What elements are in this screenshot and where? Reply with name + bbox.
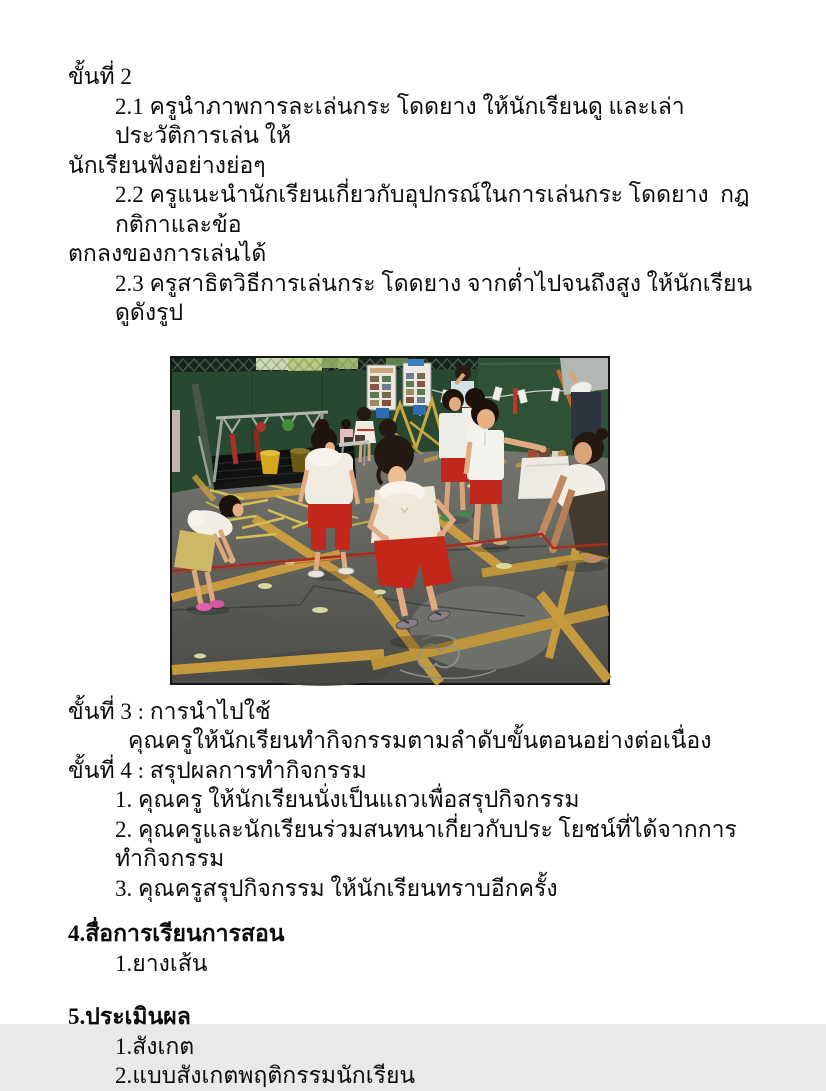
- step3-body: คุณครูให้นักเรียนทำกิจกรรมตามลำดับขั้นตอนอย่างต่อเนื่อง: [128, 728, 712, 753]
- blue-bin: [376, 408, 389, 418]
- step2-item-2-1-line2: นักเรียนฟังอย่างย่อๆ: [68, 152, 266, 178]
- red-ribbon: [513, 388, 517, 414]
- step2-item-2-2-line1: 2.2 ครูแนะนำนักเรียนเกี่ยวกับอุปกรณ์ในการเล่นกระ โดดยาง กฎกติกาและข้อ: [115, 182, 750, 237]
- step2-item-2-2-line2: ตกลงของการเล่นได้: [68, 241, 267, 266]
- media-item-1: 1.ยางเส้น: [115, 950, 208, 976]
- step4-item-2: 2. คุณครูและนักเรียนร่วมสนทนาเกี่ยวกับประ โยชน์ที่ได้จากการทำกิจกรรม: [115, 816, 737, 871]
- step2-item-2-1-line1: 2.1 ครูนำภาพการละเล่นกระ โดดยาง ให้นักเรียนดู และเล่าประวัติการเล่น ให้: [115, 93, 685, 148]
- evaluation-heading: 5.ประเมินผล: [68, 1004, 191, 1029]
- blue-bin: [413, 405, 426, 415]
- blue-tape: [408, 359, 424, 366]
- step4-item-1: 1. คุณครู ให้นักเรียนนั่งเป็นแถวเพื่อสรุปกิจกรรม: [115, 787, 580, 812]
- step3-heading: ขั้นที่ 3 : การนำไปใช้: [68, 698, 271, 724]
- activity-photo: [170, 356, 610, 685]
- step2-item-2-3: 2.3 ครูสาธิตวิธีการเล่นกระ โดดยาง จากต่ำไปจนถึงสูง ให้นักเรียน ดูดังรูป: [115, 270, 758, 325]
- evaluation-item-2: 2.แบบสังเกตพฤติกรรมนักเรียน: [115, 1063, 416, 1088]
- evaluation-item-1: 1.สังเกต: [115, 1033, 195, 1059]
- step4-heading: ขั้นที่ 4 : สรุปผลการทำกิจกรรม: [68, 757, 367, 783]
- step2-heading: ขั้นที่ 2: [68, 64, 132, 89]
- step4-item-3: 3. คุณครูสรุปกิจกรรม ให้นักเรียนทราบอีกครั้ง: [115, 875, 558, 901]
- media-heading: 4.สื่อการเรียนการสอน: [68, 921, 285, 946]
